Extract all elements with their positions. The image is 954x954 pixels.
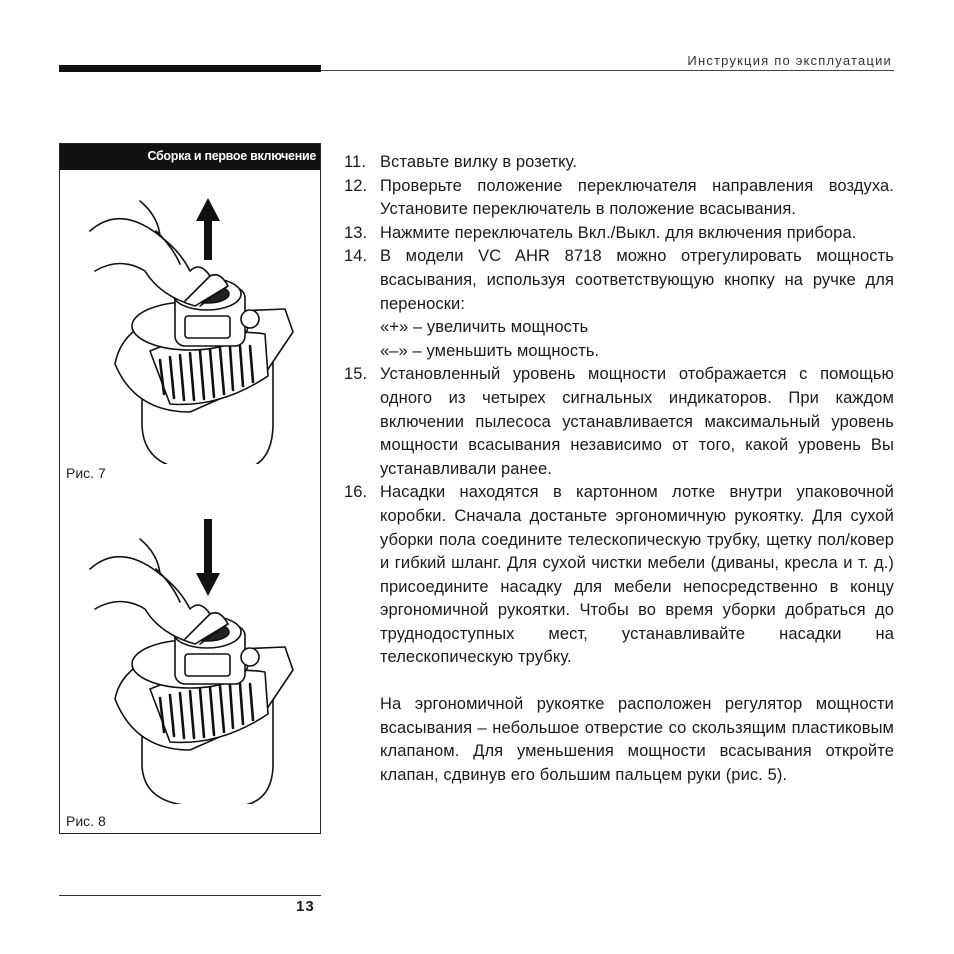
- footer-rule: [59, 895, 321, 896]
- item-number: 13.: [344, 223, 368, 242]
- section-bar: [60, 144, 320, 170]
- instructions-content: [344, 151, 894, 787]
- item-text: В модели VC AHR 8718 можно отрегулировать мощность всасывания, используя соответствующую кнопку на ручке для переноски:: [380, 247, 894, 313]
- item-text: Насадки находятся в картонном лотке внутри упаковочной коробки. Сначала достаньте эргономичную рукоятку. Для сухой уборки пола соедините телескопическую трубку, щетку пол/ковер и гибкий шланг. Для сухой чистки мебели (диваны, кресла и т. д.) присоедините насадку для мебели непосредственно в концу эргономичной рукоятки. Чтобы во время уборки добраться до труднодоступных мест, устанавливайте насадки на телескопическую трубку.: [380, 483, 894, 667]
- header-rule-thin: [321, 70, 894, 71]
- header-rule-thick: [59, 65, 321, 72]
- figure-8-caption: Рис. 8: [66, 813, 106, 829]
- list-item: [344, 151, 894, 175]
- list-item: [344, 245, 894, 316]
- item-text: Проверьте положение переключателя направления воздуха. Установите переключатель в положение всасывания.: [380, 176, 894, 219]
- item-number: 11.: [344, 153, 367, 171]
- section-title: Сборка и первое включение: [147, 149, 316, 163]
- item-text: Нажмите переключатель Вкл./Выкл. для включения прибора.: [380, 223, 857, 242]
- page-number: 13: [296, 898, 315, 915]
- figure-7-illustration: [60, 176, 320, 464]
- figure-panel: [59, 143, 321, 834]
- list-item: [344, 481, 894, 670]
- item-number: 16.: [344, 483, 368, 502]
- item-text: Вставьте вилку в розетку.: [380, 153, 578, 171]
- figure-7-caption: Рис. 7: [66, 465, 106, 481]
- power-plus-line: «+» – увеличить мощность: [380, 318, 589, 337]
- list-item: [344, 363, 894, 481]
- figure-8-illustration: [60, 504, 320, 804]
- item-number: 14.: [344, 247, 368, 266]
- list-item: [344, 222, 894, 246]
- item-number: 12.: [344, 176, 368, 195]
- item-number: 15.: [344, 365, 368, 384]
- note-paragraph: На эргономичной рукоятке расположен регулятор мощности всасывания – небольшое отверстие со скользящим пластиковым клапаном. Для уменьшения мощности всасывания откройте клапан, сдвинув его большим пальцем руки (рис. 5).: [380, 695, 894, 784]
- header-title: Инструкция по эксплуатации: [687, 53, 892, 68]
- list-item: [344, 175, 894, 222]
- item-text: Установленный уровень мощности отображается с помощью одного из четырех сигнальных индикаторов. При каждом включении пылесоса устанавливается максимальный уровень мощности всасывания независимо от того, какой уровень Вы устанавливали ранее.: [380, 365, 894, 478]
- power-minus-line: «–» – уменьшить мощность.: [380, 341, 600, 360]
